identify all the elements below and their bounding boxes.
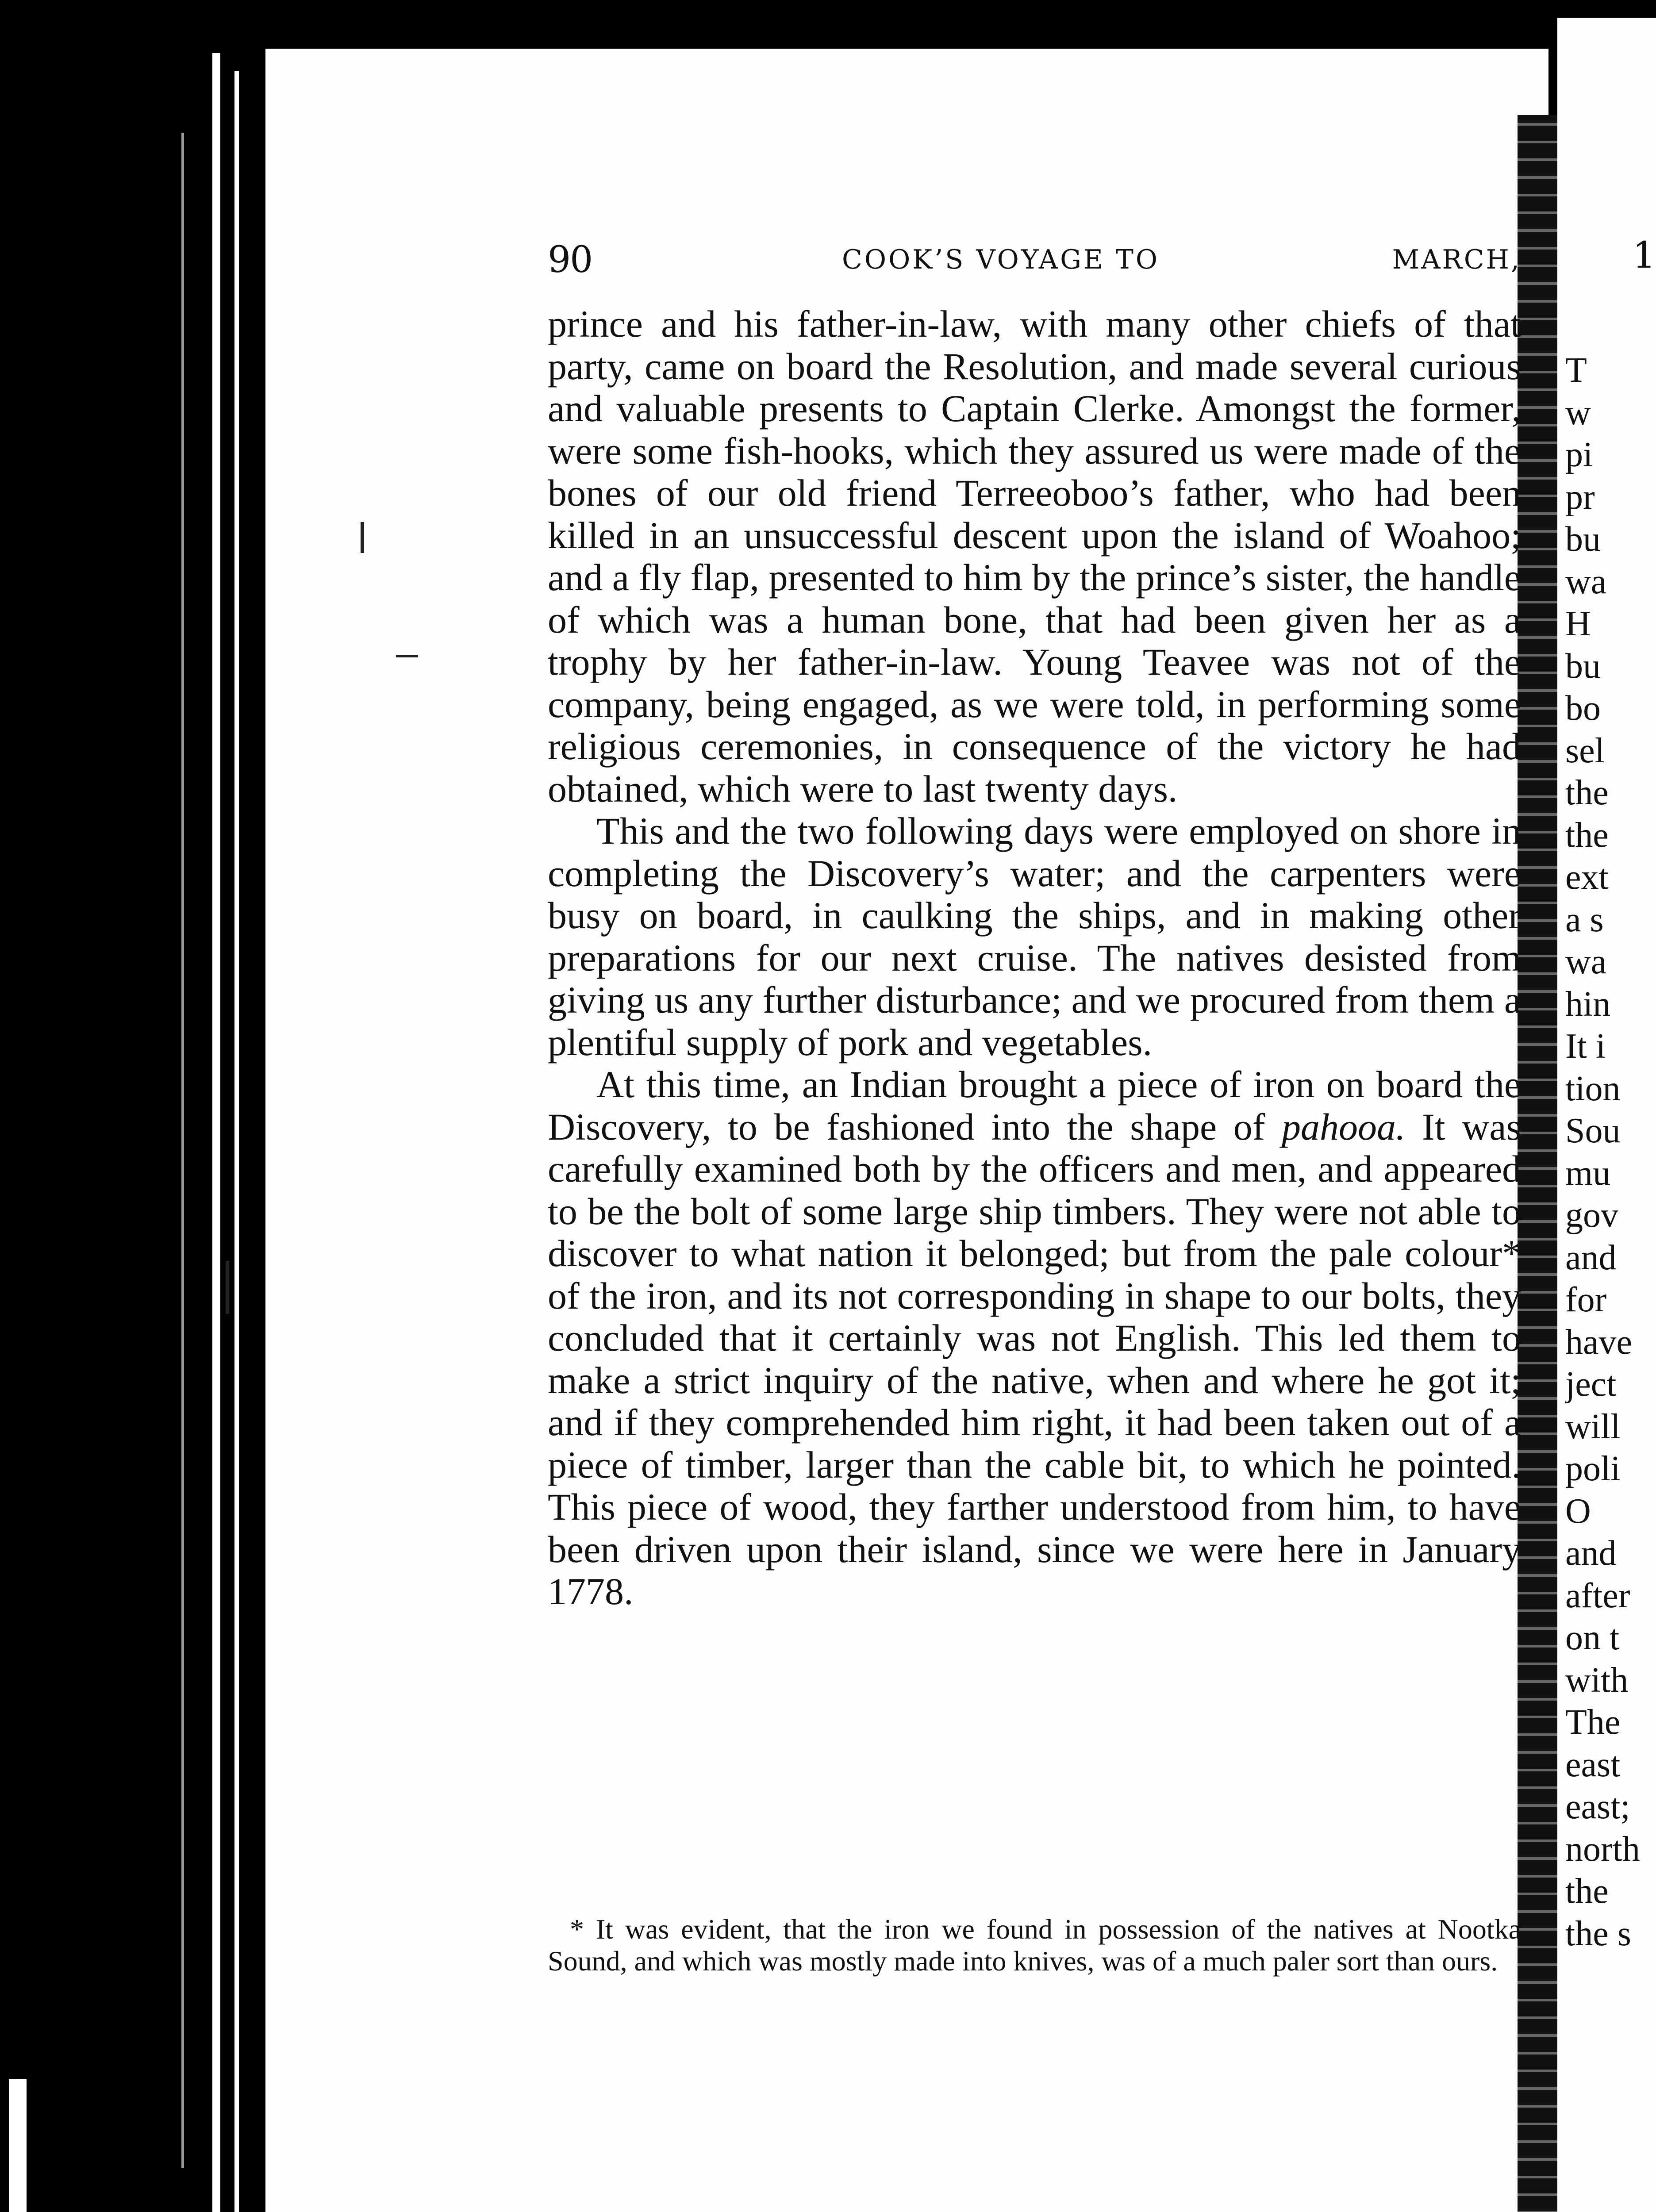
facing-line: a s (1565, 900, 1604, 939)
facing-line: east; (1565, 1787, 1630, 1826)
running-header (548, 239, 1521, 288)
facing-line: H (1565, 604, 1591, 643)
paragraph (548, 1064, 1521, 1613)
facing-line: with (1565, 1660, 1629, 1700)
paragraph-text: At this time, an Indian brought a piece of iron on board the Discovery, to be fashioned into the shape of (548, 1063, 1521, 1148)
facing-line: after (1565, 1576, 1630, 1615)
facing-line: the s (1565, 1914, 1631, 1953)
facing-line: and (1565, 1238, 1617, 1277)
facing-line: for (1565, 1280, 1607, 1319)
paragraph: This and the two following days were employed on shore in completing the Discovery’s water; and the carpenters were busy on board, in caulking the ships, and in making other preparations for our next cruise. The natives desisted from giving us any further disturbance; and we procured from them a plentiful supply of pork and vegetables. (548, 810, 1521, 1064)
facing-page-text (1565, 221, 1656, 1955)
facing-line: bu (1565, 646, 1601, 686)
facing-line: w (1565, 393, 1591, 432)
facing-line: hin (1565, 984, 1611, 1024)
margin-mark (226, 1261, 229, 1314)
gutter-edge-line (9, 2079, 27, 2212)
facing-line: wa (1565, 942, 1607, 981)
facing-line: ext (1565, 858, 1609, 897)
facing-line: It i (1565, 1027, 1606, 1066)
margin-mark (361, 522, 364, 553)
facing-line: north (1565, 1829, 1640, 1869)
facing-line: sel (1565, 731, 1605, 770)
facing-line: on t (1565, 1618, 1620, 1657)
page-number: 90 (548, 239, 592, 281)
italic-term: pahooa. (1282, 1105, 1406, 1148)
running-month: MARCH, (1392, 244, 1521, 275)
facing-line: the (1565, 1872, 1609, 1911)
gutter-edge-line (181, 133, 184, 2168)
facing-line: bo (1565, 689, 1601, 728)
facing-line: the (1565, 773, 1609, 812)
facing-line: ject (1565, 1365, 1617, 1404)
facing-line: and (1565, 1534, 1617, 1573)
facing-line: Sou (1565, 1111, 1621, 1150)
facing-line: gov (1565, 1196, 1618, 1235)
body-text (548, 303, 1521, 1613)
facing-line: bu (1565, 520, 1601, 559)
paragraph: prince and his father-in-law, with many other chiefs of that party, came on board the Resolution, and made several curious and valuable presents to Captain Clerke. Amongst the former, were some fish-hooks, which they assured us were made of the bones of our old friend Terreeoboo’s father, who had been killed in an unsuccessful descent upon the island of Woahoo; and a fly flap, presented to him by the prince’s sister, the handle of which was a human bone, that had been given her as a trophy by her father-in-law. Young Teavee was not of the company, being engaged, as we were told, in performing some religious ceremonies, in consequence of the victory he had obtained, which were to last twenty days. (548, 303, 1521, 810)
facing-line: the (1565, 815, 1609, 855)
facing-line: T (1565, 351, 1587, 390)
facing-line: wa (1565, 562, 1607, 601)
book-gutter (0, 0, 270, 2212)
gutter-edge-line (212, 53, 220, 2212)
facing-line: east (1565, 1745, 1621, 1784)
facing-line: poli (1565, 1449, 1621, 1488)
facing-line: mu (1565, 1153, 1611, 1193)
facing-line: The (1565, 1703, 1621, 1742)
facing-line: O (1565, 1491, 1591, 1531)
footnote: * It was evident, that the iron we found in possession of the natives at Nootka Sound, and which was mostly made into knives, was of a much paler sort than ours. (548, 1913, 1521, 1977)
facing-page-number: 1 (1633, 234, 1656, 276)
running-title: COOK’S VOYAGE TO (842, 244, 1160, 275)
facing-line: pr (1565, 477, 1595, 517)
margin-mark (396, 655, 418, 657)
facing-line: have (1565, 1322, 1633, 1362)
gutter-edge-line (234, 71, 239, 2212)
facing-line: tion (1565, 1069, 1621, 1108)
facing-line: pi (1565, 435, 1593, 474)
paragraph-text: It was carefully examined both by the officers and men, and appeared to be the bolt of some large ship timbers. They were not able to discover to what nation it belonged; but from the pale colour* of the iron, and its not corresponding in shape to our bolts, they concluded that it certainly was not English. This led them to make a strict inquiry of the native, when and where he got it; and if they comprehended him right, it had been taken out of a piece of timber, larger than the cable bit, to which he pointed. This piece of wood, they farther understood from him, to have been driven upon their island, since we were here in January 1778. (548, 1105, 1522, 1613)
facing-line: will (1565, 1407, 1621, 1446)
